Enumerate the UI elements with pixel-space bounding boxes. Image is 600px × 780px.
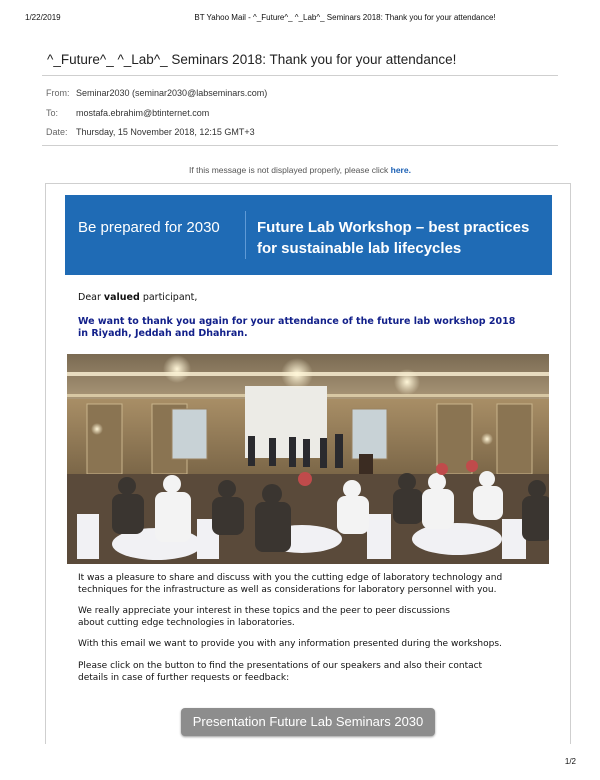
email-subject: ^_Future^_ ^_Lab^_ Seminars 2018: Thank you for your attendance! <box>47 52 457 67</box>
banner-right-line1: Future Lab Workshop – best practices <box>257 219 530 236</box>
here-link[interactable]: here. <box>390 165 411 175</box>
from-value[interactable]: Seminar2030 (seminar2030@labseminars.com) <box>76 88 268 98</box>
banner-right-line2: for sustainable lab lifecycles <box>257 240 462 257</box>
divider <box>42 145 558 146</box>
print-title: BT Yahoo Mail - ^_Future^_ ^_Lab^_ Seminars 2018: Thank you for your attendance! <box>194 13 496 22</box>
greeting-bold: valued <box>103 292 140 303</box>
greeting-post: participant, <box>139 292 198 303</box>
to-value[interactable]: mostafa.ebrahim@btinternet.com <box>76 108 210 118</box>
from-label: From: <box>46 88 70 98</box>
paragraph-click <box>78 660 548 684</box>
banner-separator <box>245 211 246 259</box>
greeting <box>78 292 197 303</box>
banner-right-text <box>257 217 529 259</box>
date-label: Date: <box>46 127 68 137</box>
greeting-pre: Dear <box>78 292 104 303</box>
p4-line1: Please click on the button to find the presentations of our speakers and also their contact <box>78 661 483 671</box>
p2-line2: about cutting edge technologies in laboratories. <box>78 618 295 628</box>
p1-line2: techniques for the infrastructure as well as considerations for laboratory personnel with you. <box>78 585 497 595</box>
thanks-line2: in Riyadh, Jeddah and Dhahran. <box>78 328 248 339</box>
page-number: 1/2 <box>564 757 576 766</box>
paragraph-provide: With this email we want to provide you with any information presented during the workshops. <box>78 639 502 649</box>
thanks-line1: We want to thank you again for your attendance of the future lab workshop 2018 <box>78 316 516 327</box>
workshop-banner <box>65 195 552 275</box>
p2-line1: We really appreciate your interest in these topics and the peer to peer discussions <box>78 606 450 616</box>
paragraph-pleasure <box>78 572 548 596</box>
date-value: Thursday, 15 November 2018, 12:15 GMT+3 <box>76 127 255 137</box>
workshop-photo <box>67 354 549 564</box>
presentation-button[interactable]: Presentation Future Lab Seminars 2030 <box>181 708 435 736</box>
display-notice <box>0 165 600 175</box>
divider <box>42 75 558 76</box>
to-label: To: <box>46 108 59 118</box>
p4-line2: details in case of further requests or feedback: <box>78 673 290 683</box>
thanks-text <box>78 316 528 340</box>
print-date: 1/22/2019 <box>25 13 61 22</box>
paragraph-appreciate <box>78 605 548 629</box>
p1-line1: It was a pleasure to share and discuss with you the cutting edge of laboratory technology and <box>78 573 503 583</box>
notice-text: If this message is not displayed properly, please click <box>189 165 391 175</box>
banner-left-text: Be prepared for 2030 <box>78 219 220 236</box>
